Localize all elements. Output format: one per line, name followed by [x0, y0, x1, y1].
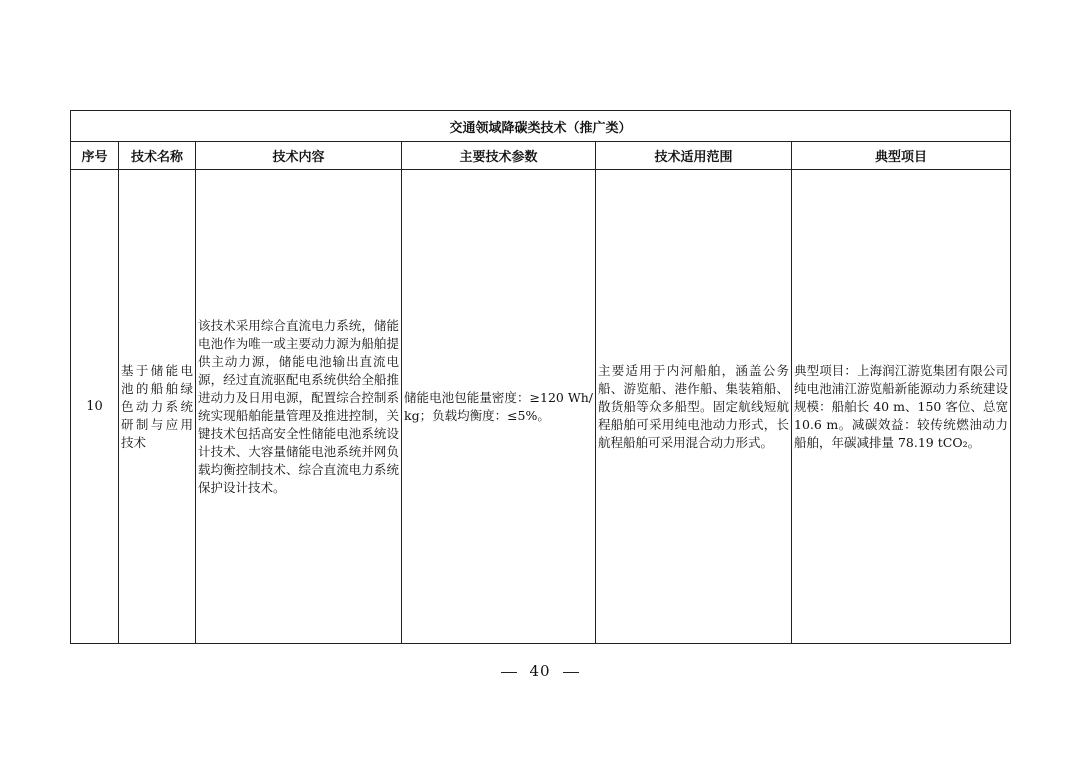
row-main-params: 储能电池包能量密度：≥120 Wh/kg；负载均衡度：≤5%。 — [402, 170, 596, 644]
header-tech-name: 技术名称 — [119, 142, 196, 170]
header-tech-content: 技术内容 — [196, 142, 402, 170]
table-row — [71, 170, 1011, 644]
right-dash — [563, 672, 579, 673]
page-footer — [0, 662, 1080, 680]
header-typical-project: 典型项目 — [792, 142, 1011, 170]
row-scope: 主要适用于内河船舶，涵盖公务船、游览船、港作船、集装箱船、散货船等众多船型。固定航线短航程船舶可采用纯电池动力形式，长航程船舶可采用混合动力形式。 — [596, 170, 792, 644]
page-number: 40 — [529, 662, 551, 680]
row-tech-content: 该技术采用综合直流电力系统，储能电池作为唯一或主要动力源为船舶提供主动力源，储能电池输出直流电源，经过直流驱配电系统供给全船推进动力及日用电源，配置综合控制系统实现船舶能量管理及推进控制，关键技术包括高安全性储能电池系统设计技术、大容量储能电池系统并网负载均衡控制技术、综合直流电力系统保护设计技术。 — [196, 170, 402, 644]
row-number: 10 — [71, 170, 119, 644]
technology-table — [70, 110, 1011, 644]
table-title: 交通领域降碳类技术（推广类） — [71, 111, 1011, 142]
header-number: 序号 — [71, 142, 119, 170]
header-scope: 技术适用范围 — [596, 142, 792, 170]
row-tech-name: 基于储能电池的船舶绿色动力系统研制与应用技术 — [119, 170, 196, 644]
header-main-params: 主要技术参数 — [402, 142, 596, 170]
left-dash — [501, 672, 517, 673]
row-typical-project: 典型项目：上海润江游览集团有限公司纯电池浦江游览船新能源动力系统建设规模：船舶长 40 m、150 客位、总宽 10.6 m。减碳效益：较传统燃油动力船舶，年碳减排量 78.19 tCO₂。 — [792, 170, 1011, 644]
